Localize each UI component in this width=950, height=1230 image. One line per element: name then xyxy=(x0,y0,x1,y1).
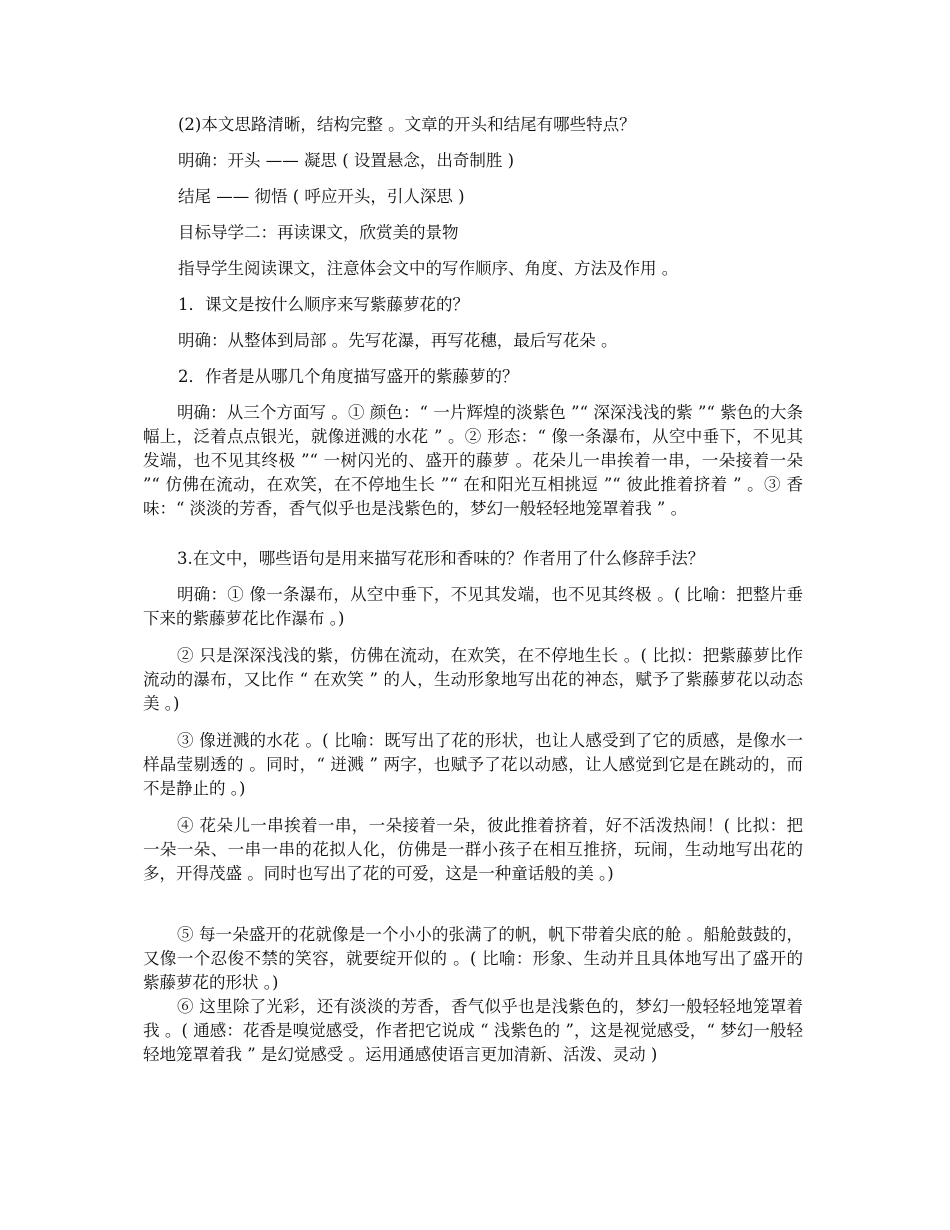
instruction-text: 指导学生阅读课文，注意体会文中的写作顺序、角度、方法及作用 。 xyxy=(178,259,679,278)
answer-3-item-2: ② 只是深深浅浅的紫，仿佛在流动，在欢笑，在不停地生长 。( 比拟：把紫藤萝比作流动的瀑布，又比作 “ 在欢笑 ” 的人，生动形象地写出花的神态，赋予了紫藤萝花以动态美 。) xyxy=(143,646,803,713)
answer-3-item-3: ③ 像迸溅的水花 。( 比喻：既写出了花的形状，也让人感受到了它的质感，是像水一样晶莹剔透的 。同时，“ 迸溅 ” 两字，也赋予了花以动感，让人感觉到它是在跳动的，而不是静止的 。) xyxy=(143,731,803,798)
question-1: 1．课文是按什么顺序来写紫藤萝花的？ xyxy=(178,295,469,314)
question-3: 3.在文中，哪些语句是用来描写花形和香味的？作者用了什么修辞手法？ xyxy=(177,549,705,568)
answer-3-item-6: ⑥ 这里除了光彩，还有淡淡的芳香，香气似乎也是浅紫色的，梦幻一般轻轻地笼罩着我 。( 通感：花香是嗅觉感受，作者把它说成 “ 浅紫色的 ”，这是视觉感受，“ 梦幻一般轻轻地笼罩着我 ” 是幻觉感受 。运用通感使语言更加清新、活泼、灵动 ) xyxy=(143,997,803,1064)
answer-3-item-5: ⑤ 每一朵盛开的花就像是一个小小的张满了的帆，帆下带着尖底的舱 。船舱鼓鼓的，又像一个忍俊不禁的笑容，就要绽开似的 。( 比喻：形象、生动并且具体地写出了盛开的紫藤萝花的形状 。) xyxy=(143,925,803,992)
answer-opening: 明确：开头 —— 凝思 ( 设置悬念，出奇制胜 ) xyxy=(178,151,515,170)
answer-2-paragraph: 明确：从三个方面写 。① 颜色：“ 一片辉煌的淡紫色 ”“ 深深浅浅的紫 ”“ 紫色的大条幅上，泛着点点银光，就像迸溅的水花 ” 。② 形态：“ 像一条瀑布，从空中垂下，不见其发端，也不见其终极 ”“ 一树闪光的、盛开的藤萝 。花朵儿一串挨着一串，一朵接着一朵 ”“ 仿佛在流动，在欢笑，在不停地生长 ”“ 在和阳光互相挑逗 ”“ 彼此推着挤着 ” 。③ 香味：“ 淡淡的芳香，香气似乎也是浅紫色的，梦幻一般轻轻地笼罩着我 ” 。 xyxy=(143,403,803,518)
answer-1: 明确：从整体到局部 。先写花瀑，再写花穗，最后写花朵 。 xyxy=(178,331,618,350)
answer-3-item-4: ④ 花朵儿一串挨着一串，一朵接着一朵，彼此推着挤着，好不活泼热闹！( 比拟：把一朵一朵、一串一串的花拟人化，仿佛是一群小孩子在相互推挤，玩闹，生动地写出花的多，开得茂盛 。同时也写出了花的可爱，这是一种童话般的美 。) xyxy=(143,816,803,883)
section-heading-goal-two: 目标导学二：再读课文，欣赏美的景物 xyxy=(178,223,459,242)
question-structure: (2)本文思路清晰，结构完整 。文章的开头和结尾有哪些特点？ xyxy=(178,115,636,134)
question-2: 2．作者是从哪几个角度描写盛开的紫藤萝的？ xyxy=(178,367,519,386)
answer-ending: 结尾 —— 彻悟 ( 呼应开头，引人深思 ) xyxy=(178,187,465,206)
answer-3-item-1: 明确：① 像一条瀑布，从空中垂下，不见其发端，也不见其终极 。( 比喻：把整片垂下来的紫藤萝花比作瀑布 。) xyxy=(143,585,803,628)
